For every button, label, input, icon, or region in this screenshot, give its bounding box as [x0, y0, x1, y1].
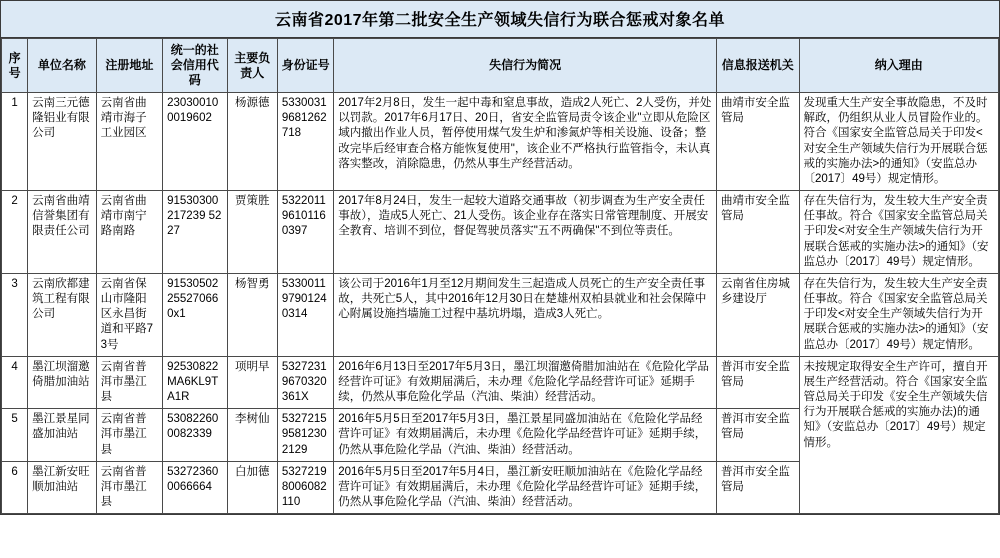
blacklist-table [1, 38, 999, 514]
cell-index: 6 [2, 461, 28, 514]
cell-registered-address: 云南省普洱市墨江县 [96, 356, 162, 409]
cell-index: 1 [2, 93, 28, 191]
cell-misconduct-description: 2016年5月5日至2017年5月4日，墨江新安旺顺加油站在《危险化学品经营许可证》有效期届满后，未办理《危险化学品经营许可证》延期手续，仍然从事危险化学品（汽油、柴油）经营活动。 [334, 461, 717, 514]
cell-inclusion-reason: 存在失信行为，发生较大生产安全责任事故。符合《国家安全监管总局关于印发<对安全生产领域失信行为开展联合惩戒的实施办法>的通知》（安监总办〔2017〕49号）规定情形。 [799, 191, 998, 274]
table-row [2, 191, 999, 274]
cell-misconduct-description: 2016年5月5日至2017年5月3日，墨江景星同盛加油站在《危险化学品经营许可证》有效期届满后，未办理《危险化学品经营许可证》延期手续，仍然从事危险化学品（汽油、柴油）经营活动。 [334, 409, 717, 462]
cell-inclusion-reason: 存在失信行为，发生较大生产安全责任事故。符合《国家安全监管总局关于印发<对安全生产领域失信行为开展联合惩戒的实施办法>的通知》（安监总办〔2017〕49号）规定情形。 [799, 273, 998, 356]
cell-misconduct-description: 2016年6月13日至2017年5月3日，墨江坝溜邀倚腊加油站在《危险化学品经营许可证》有效期届满后，未办理《危险化学品经营许可证》延期手续，仍然从事危险化学品（汽油、柴油）经营活动。 [334, 356, 717, 409]
column-header-reporting-agency: 信息报送机关 [716, 39, 799, 93]
cell-misconduct-description: 该公司于2016年1月至12月期间发生三起造成人员死亡的生产安全责任事故，共死亡5人，其中2016年12月30日在楚雄州双柏县就业和社会保障中心附属设施挡墙施工过程中基坑坍塌，造成3人死亡。 [334, 273, 717, 356]
cell-id-number: 53220119610116 0397 [277, 191, 333, 274]
cell-inclusion-reason: 未按规定取得安全生产许可，擅自开展生产经营活动。符合《国家安全监管总局关于印发《安全生产领域失信行为开展联合惩戒的实施办法)的通知》（安监总办〔2017〕49号）规定情形。 [799, 356, 998, 514]
column-header-credit-code: 统一的社会信用代码 [163, 39, 227, 93]
cell-unit-name: 云南三元德隆铝业有限公司 [28, 93, 96, 191]
cell-reporting-agency: 曲靖市安全监管局 [716, 191, 799, 274]
cell-registered-address: 云南省保山市隆阳区永昌街道和平路73号 [96, 273, 162, 356]
column-header-id-number: 身份证号 [277, 39, 333, 93]
cell-principal: 贾策胜 [227, 191, 277, 274]
column-header-registered-address: 注册地址 [96, 39, 162, 93]
column-header-principal: 主要负责人 [227, 39, 277, 93]
cell-unit-name: 云南欣都建筑工程有限公司 [28, 273, 96, 356]
cell-inclusion-reason: 发现重大生产安全事故隐患，不及时解政，仍组织从业人员冒险作业的。符合《国家安全监管总局关于印发<对安全生产领域失信行为开展联合惩戒的实施办法>的通知》（安监总办〔2017〕49号）规定情形。 [799, 93, 998, 191]
cell-reporting-agency: 云南省住房城乡建设厅 [716, 273, 799, 356]
cell-reporting-agency: 普洱市安全监管局 [716, 461, 799, 514]
cell-registered-address: 云南省曲靖市南宁路南路 [96, 191, 162, 274]
cell-reporting-agency: 普洱市安全监管局 [716, 409, 799, 462]
column-header-index: 序号 [2, 39, 28, 93]
document-title-bar [1, 1, 999, 38]
cell-id-number: 53272159581230 2129 [277, 409, 333, 462]
cell-id-number: 53272198006082110 [277, 461, 333, 514]
cell-unit-name: 墨江坝溜邀倚腊加油站 [28, 356, 96, 409]
table-row [2, 273, 999, 356]
cell-registered-address: 云南省曲靖市海子工业园区 [96, 93, 162, 191]
cell-credit-code: 530822600082339 [163, 409, 227, 462]
cell-unit-name: 墨江景星同盛加油站 [28, 409, 96, 462]
cell-id-number: 53300319681262718 [277, 93, 333, 191]
cell-misconduct-description: 2017年8月24日，发生一起较大道路交通事故（初步调查为生产安全责任事故），造成5人死亡、21人受伤。该企业存在落实日常管理制度、开展安全教育、培训不到位，督促驾驶员落实"五不两确保"不到位等责任。 [334, 191, 717, 274]
cell-principal: 杨智勇 [227, 273, 277, 356]
cell-index: 2 [2, 191, 28, 274]
table-body [2, 93, 999, 514]
cell-registered-address: 云南省普洱市墨江县 [96, 461, 162, 514]
table-row [2, 356, 999, 409]
page-title: 云南省2017年第二批安全生产领域失信行为联合惩戒对象名单 [274, 12, 726, 29]
table-header-row [2, 39, 999, 93]
cell-credit-code: 230300100019602 [163, 93, 227, 191]
cell-credit-code: 91530502255270660x1 [163, 273, 227, 356]
cell-registered-address: 云南省普洱市墨江县 [96, 409, 162, 462]
cell-id-number: 53300119790124 0314 [277, 273, 333, 356]
cell-misconduct-description: 2017年2月8日，发生一起中毒和窒息事故，造成2人死亡、2人受伤，并处以罚款。2017年6月17日、20日，省安全监管局责令该企业"立即从危险区域内撤出作业人员，暂停使用煤气发生炉和渗氮炉等相关设施、设备；整改完毕后经审查合格方能恢复使用"，该企业不严格执行监管指令，未认真落实整改，消除隐患，仍然从事生产经营活动。 [334, 93, 717, 191]
cell-index: 5 [2, 409, 28, 462]
cell-credit-code: 92530822MA6KL9TA1R [163, 356, 227, 409]
table-header [2, 39, 999, 93]
cell-principal: 李树仙 [227, 409, 277, 462]
cell-id-number: 53272319670320 361X [277, 356, 333, 409]
cell-credit-code: 91530300217239 5227 [163, 191, 227, 274]
cell-index: 3 [2, 273, 28, 356]
table-row [2, 93, 999, 191]
cell-unit-name: 云南省曲靖信誉集团有限责任公司 [28, 191, 96, 274]
cell-reporting-agency: 普洱市安全监管局 [716, 356, 799, 409]
cell-principal: 杨源德 [227, 93, 277, 191]
column-header-unit-name: 单位名称 [28, 39, 96, 93]
cell-unit-name: 墨江新安旺顺加油站 [28, 461, 96, 514]
cell-reporting-agency: 曲靖市安全监管局 [716, 93, 799, 191]
column-header-inclusion-reason: 纳入理由 [799, 39, 998, 93]
cell-index: 4 [2, 356, 28, 409]
column-header-misconduct-description: 失信行为简况 [334, 39, 717, 93]
cell-principal: 白加德 [227, 461, 277, 514]
cell-credit-code: 532723600066664 [163, 461, 227, 514]
cell-principal: 项明早 [227, 356, 277, 409]
